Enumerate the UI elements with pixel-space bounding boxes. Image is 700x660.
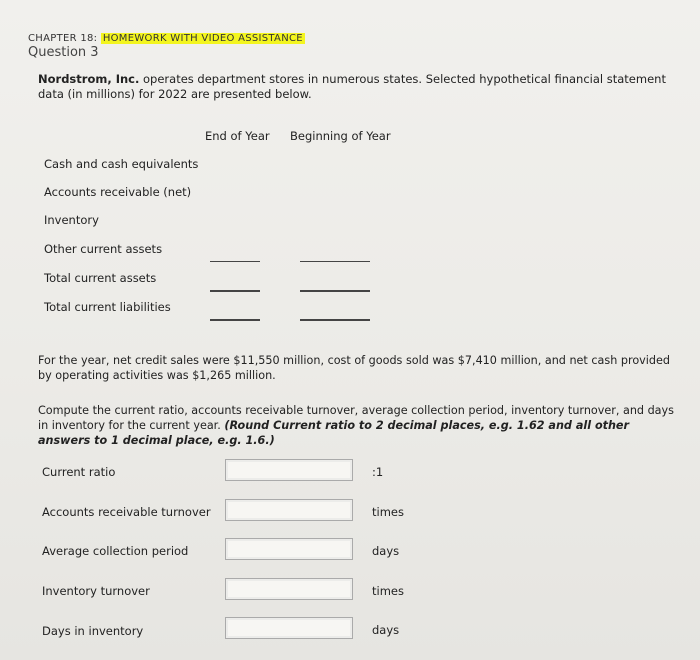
ar-turnover-unit: times	[372, 505, 404, 519]
intro-paragraph	[38, 72, 678, 102]
instructions-paragraph	[38, 403, 683, 448]
answer-label-inventory-turnover: Inventory turnover	[42, 584, 150, 598]
chapter-highlight: HOMEWORK WITH VIDEO ASSISTANCE	[102, 33, 303, 44]
answer-label-collection-period: Average collection period	[42, 544, 189, 558]
collection-period-unit: days	[372, 544, 400, 558]
double-rule-begin	[300, 319, 370, 321]
current-ratio-input[interactable]	[225, 459, 353, 481]
column-header-end: End of Year	[205, 129, 270, 143]
current-ratio-unit: :1	[372, 465, 384, 479]
row-label-inventory: Inventory	[44, 213, 99, 227]
collection-period-input[interactable]	[225, 538, 353, 560]
days-in-inventory-unit: days	[372, 623, 400, 637]
chapter-heading	[28, 33, 305, 44]
question-title: Question 3	[28, 45, 99, 60]
ar-turnover-input[interactable]	[225, 499, 353, 521]
row-label-cash: Cash and cash equivalents	[44, 157, 199, 171]
sales-info-paragraph: For the year, net credit sales were $11,550 million, cost of goods sold was $7,410 million, and net cash provided by operating activities was $1,265 million.	[38, 354, 670, 382]
row-label-total-assets: Total current assets	[44, 271, 157, 285]
subtotal-rule-begin	[300, 261, 370, 262]
rounding-note: (Round Current ratio to 2 decimal places, e.g. 1.62 and all other answers to 1 decimal place, e.g. 1.6.)	[38, 419, 630, 447]
inventory-turnover-unit: times	[372, 584, 404, 598]
row-label-other-assets: Other current assets	[44, 242, 163, 256]
column-header-begin: Beginning of Year	[290, 129, 391, 143]
answer-label-current-ratio: Current ratio	[42, 465, 116, 479]
answer-label-days-in-inventory: Days in inventory	[42, 624, 144, 638]
intro-text: operates department stores in numerous states. Selected hypothetical financial statement data (in millions) for 2022 are presented below.	[38, 72, 666, 101]
subtotal-rule-end	[210, 261, 260, 262]
row-label-receivables: Accounts receivable (net)	[44, 185, 192, 199]
answer-label-ar-turnover: Accounts receivable turnover	[42, 505, 211, 519]
company-name: Nordstrom, Inc.	[38, 72, 140, 86]
total-rule-begin	[300, 290, 370, 292]
inventory-turnover-input[interactable]	[225, 578, 353, 600]
days-in-inventory-input[interactable]	[225, 617, 353, 639]
total-rule-end	[210, 290, 260, 292]
double-rule-end	[210, 319, 260, 321]
chapter-prefix: CHAPTER 18:	[28, 33, 101, 44]
row-label-total-liabilities: Total current liabilities	[44, 300, 171, 314]
instructions-text: Compute the current ratio, accounts receivable turnover, average collection period, inventory turnover, and days in inventory for the current year.	[38, 404, 674, 432]
